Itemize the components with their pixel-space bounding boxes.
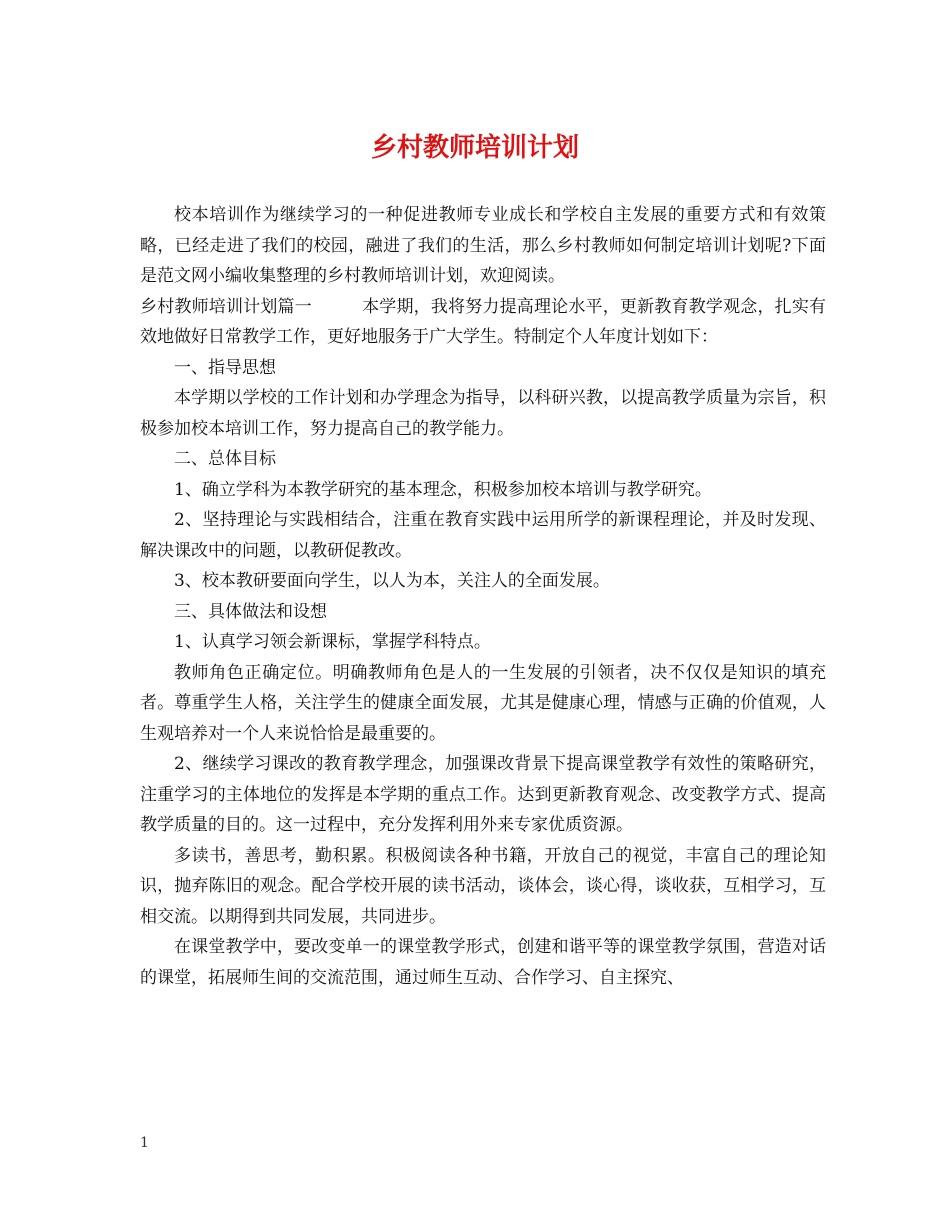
method-item-1: 1、认真学习领会新课标，掌握学科特点。 [174,632,491,652]
section-paragraph [140,292,826,353]
document-body [140,200,826,993]
page-number: 1 [140,1135,149,1151]
body-paragraph: 在课堂教学中，要改变单一的课堂教学形式，创建和谐平等的课堂教学氛围，营造对话的课堂，拓展师生间的交流范围，通过师生互动、合作学习、自主探究、 [140,937,826,988]
heading-specific-methods: 三、具体做法和设想 [174,601,327,622]
method-item-2: 2、继续学习课改的教育教学理念，加强课改背景下提高课堂教学有效性的策略研究，注重学习的主体地位的发挥是本学期的重点工作。达到更新教育观念、改变教学方式、提高教学质量的目的。这一过程中，充分发挥利用外来专家优质资源。 [140,754,826,835]
body-paragraph: 教师角色正确定位。明确教师角色是人的一生发展的引领者，决不仅仅是知识的填充者。尊重学生人格，关注学生的健康全面发展，尤其是健康心理，情感与正确的价值观，人生观培养对一个人来说恰恰是最重要的。 [140,662,826,744]
goal-item-3: 3、校本教研要面向学生，以人为本，关注人的全面发展。 [174,571,610,591]
intro-paragraph: 校本培训作为继续学习的一种促进教师专业成长和学校自主发展的重要方式和有效策略，已经走进了我们的校园，融进了我们的生活，那么乡村教师如何制定培训计划呢?下面是范文网小编收集整理的乡村教师培训计划，欢迎阅读。 [140,205,826,286]
heading-guiding-thought: 一、指导思想 [174,357,276,378]
body-paragraph: 本学期以学校的工作计划和办学理念为指导，以科研兴教，以提高教学质量为宗旨，积极参加校本培训工作，努力提高自己的教学能力。 [140,388,826,439]
body-paragraph: 多读书，善思考，勤积累。积极阅读各种书籍，开放自己的视觉，丰富自己的理论知识，抛弃陈旧的观念。配合学校开展的读书活动，谈体会，谈心得，谈收获，互相学习，互相交流。以期得到共同发展，共同进步。 [140,845,826,927]
heading-overall-goals: 二、总体目标 [174,449,276,469]
document-title: 乡村教师培训计划 [370,133,579,163]
goal-item-1: 1、确立学科为本教学研究的基本理念，积极参加校本培训与教学研究。 [174,479,712,500]
section-intro: 本学期，我将努力提高理论水平，更新教育教学观念，扎实有效地做好日常教学工作，更好地服务于广大学生。特制定个人年度计划如下： [140,296,827,347]
goal-item-2: 2、坚持理论与实践相结合，注重在教育实践中运用所学的新课程理论，并及时发现、解决课改中的问题，以教研促教改。 [140,510,826,561]
section-label: 乡村教师培训计划篇一 [140,296,312,317]
